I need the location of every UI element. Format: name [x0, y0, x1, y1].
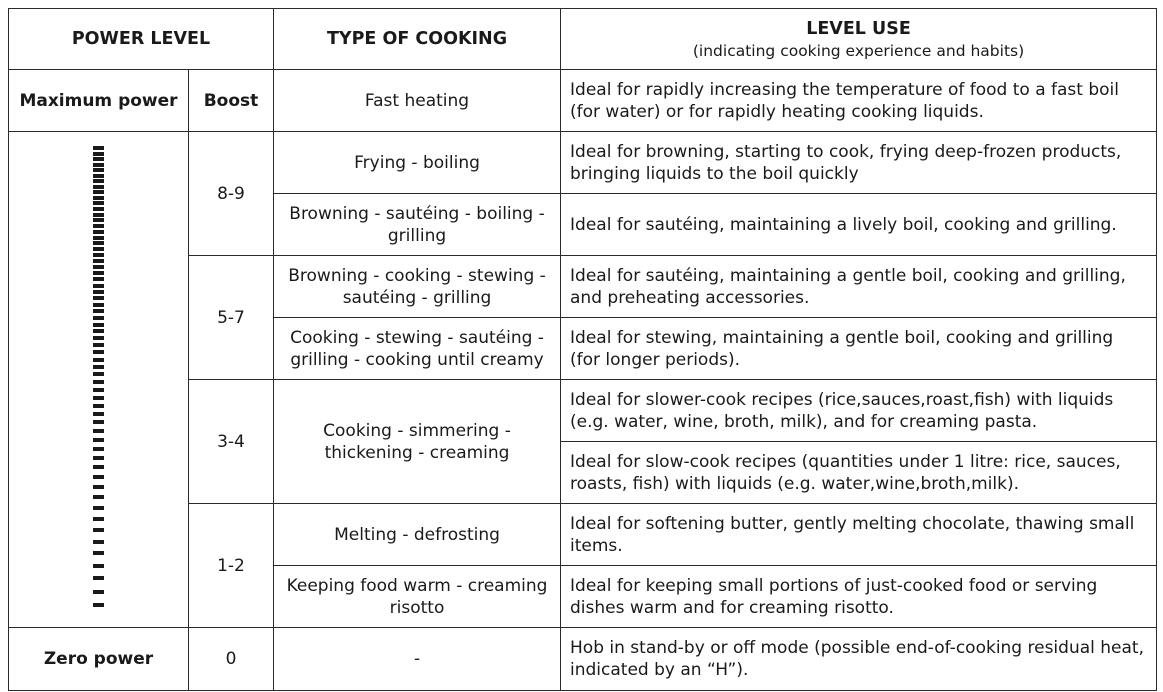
level-use-cell: Ideal for stewing, maintaining a gentle boil, cooking and grilling (for longer periods).: [561, 318, 1157, 380]
header-level-use-title: LEVEL USE: [806, 18, 911, 39]
power-gauge-bar: [93, 259, 104, 263]
power-gauge-bar: [93, 551, 104, 555]
power-gauge-bar: [93, 277, 104, 281]
power-gauge-bar: [93, 404, 104, 408]
power-gauge-bar: [93, 218, 104, 222]
level-use-cell: Ideal for sautéing, maintaining a gentle boil, cooking and grilling, and preheating accessories.: [561, 256, 1157, 318]
power-gauge-bar: [93, 517, 104, 521]
power-gauge-bar: [93, 290, 104, 294]
level-cell-0: 0: [189, 628, 274, 691]
header-type-of-cooking: TYPE OF COOKING: [274, 9, 561, 70]
power-gauge-bar: [93, 196, 104, 200]
power-gauge-bar: [93, 438, 104, 442]
power-gauge-bar: [93, 201, 104, 205]
power-gauge-bar: [93, 350, 104, 354]
cooking-type-cell: -: [274, 628, 561, 691]
power-gauge-bar: [93, 174, 104, 178]
power-gauge-bar: [93, 564, 104, 568]
power-gauge-bar: [93, 540, 104, 544]
power-gauge-bar: [93, 528, 104, 532]
power-gauge-bar: [93, 323, 104, 327]
power-gauge-bar: [93, 265, 104, 269]
power-gauge-bar: [93, 495, 104, 499]
level-cell-1-2: 1-2: [189, 504, 274, 628]
header-level-use-subtitle: (indicating cooking experience and habits): [692, 41, 1025, 60]
cooking-type-cell: Melting - defrosting: [274, 504, 561, 566]
level-cell-3-4: 3-4: [189, 380, 274, 504]
power-gauge-bar: [93, 590, 104, 594]
level-use-cell: Ideal for sautéing, maintaining a lively boil, cooking and grilling.: [561, 194, 1157, 256]
power-gauge-bar: [93, 420, 104, 424]
cooking-type-cell: Fast heating: [274, 70, 561, 132]
power-gauge-bar: [93, 284, 104, 288]
power-gauge-bar: [93, 224, 104, 228]
power-gauge-bar: [93, 343, 104, 347]
power-gauge-bar: [93, 207, 104, 211]
power-gauge-bar: [93, 475, 104, 479]
power-gauge-bar: [93, 179, 104, 183]
power-gauge-bar: [93, 506, 104, 510]
power-gauge-bar: [93, 485, 104, 489]
cooking-type-cell: Frying - boiling: [274, 132, 561, 194]
power-level-table: [8, 8, 1157, 691]
power-gauge-bar: [93, 412, 104, 416]
power-gauge-bar: [93, 372, 104, 376]
table-row-zero-power: [9, 628, 1157, 691]
power-gauge-bar: [93, 316, 104, 320]
power-gauge-bar: [93, 213, 104, 217]
power-gauge-bar: [93, 253, 104, 257]
level-use-cell: Ideal for slower-cook recipes (rice,sauces,roast,fish) with liquids (e.g. water, wine, broth, milk), and for creaming pasta.: [561, 380, 1157, 442]
power-gauge-bar: [93, 296, 104, 300]
level-use-cell: Ideal for slow-cook recipes (quantities under 1 litre: rice, sauces, roasts, fish) with liquids (e.g. water,wine,broth,milk).: [561, 442, 1157, 504]
power-gauge-bar: [93, 358, 104, 362]
power-gauge-bar: [93, 309, 104, 313]
level-use-cell: Ideal for rapidly increasing the temperature of food to a fast boil (for water) or for rapidly heating cooking liquids.: [561, 70, 1157, 132]
level-use-cell: Ideal for keeping small portions of just-cooked food or serving dishes warm and for creaming risotto.: [561, 566, 1157, 628]
power-gauge-bar: [93, 146, 104, 150]
power-gauge-bar: [93, 447, 104, 451]
zero-power-label: Zero power: [9, 628, 189, 691]
table-row: [9, 132, 1157, 194]
header-level-use: [561, 9, 1157, 70]
power-gauge-bar: [93, 190, 104, 194]
power-gauge-bar: [93, 380, 104, 384]
header-power-level: POWER LEVEL: [9, 9, 274, 70]
power-gauge-bars: [93, 146, 104, 613]
power-gauge: [9, 132, 189, 628]
power-gauge-bar: [93, 336, 104, 340]
power-gauge-bar: [93, 396, 104, 400]
power-gauge-bar: [93, 230, 104, 234]
power-gauge-bar: [93, 271, 104, 275]
boost-level: Boost: [189, 70, 274, 132]
header-row: [9, 9, 1157, 70]
cooking-type-cell: Cooking - simmering - thickening - creaming: [274, 380, 561, 504]
power-gauge-bar: [93, 303, 104, 307]
power-gauge-bar: [93, 157, 104, 161]
cooking-type-cell: Browning - cooking - stewing - sautéing - grilling: [274, 256, 561, 318]
level-cell-8-9: 8-9: [189, 132, 274, 256]
level-use-cell: Ideal for browning, starting to cook, frying deep-frozen products, bringing liquids to the boil quickly: [561, 132, 1157, 194]
level-use-cell: Hob in stand-by or off mode (possible end-of-cooking residual heat, indicated by an “H”).: [561, 628, 1157, 691]
cooking-type-cell: Cooking - stewing - sautéing - grilling - cooking until creamy: [274, 318, 561, 380]
power-gauge-bar: [93, 465, 104, 469]
power-gauge-bar: [93, 168, 104, 172]
power-gauge-bar: [93, 247, 104, 251]
cooking-type-cell: Keeping food warm - creaming risotto: [274, 566, 561, 628]
level-use-cell: Ideal for softening butter, gently melting chocolate, thawing small items.: [561, 504, 1157, 566]
power-gauge-bar: [93, 185, 104, 189]
power-gauge-bar: [93, 388, 104, 392]
power-gauge-bar: [93, 329, 104, 333]
power-gauge-bar: [93, 365, 104, 369]
power-gauge-bar: [93, 152, 104, 156]
table-row-maximum-power: [9, 70, 1157, 132]
power-gauge-bar: [93, 241, 104, 245]
power-gauge-bar: [93, 429, 104, 433]
power-gauge-bar: [93, 456, 104, 460]
power-gauge-bar: [93, 163, 104, 167]
level-cell-5-7: 5-7: [189, 256, 274, 380]
power-gauge-bar: [93, 236, 104, 240]
power-gauge-bar: [93, 603, 104, 607]
maximum-power-label: Maximum power: [9, 70, 189, 132]
power-gauge-bar: [93, 576, 104, 580]
cooking-type-cell: Browning - sautéing - boiling - grilling: [274, 194, 561, 256]
